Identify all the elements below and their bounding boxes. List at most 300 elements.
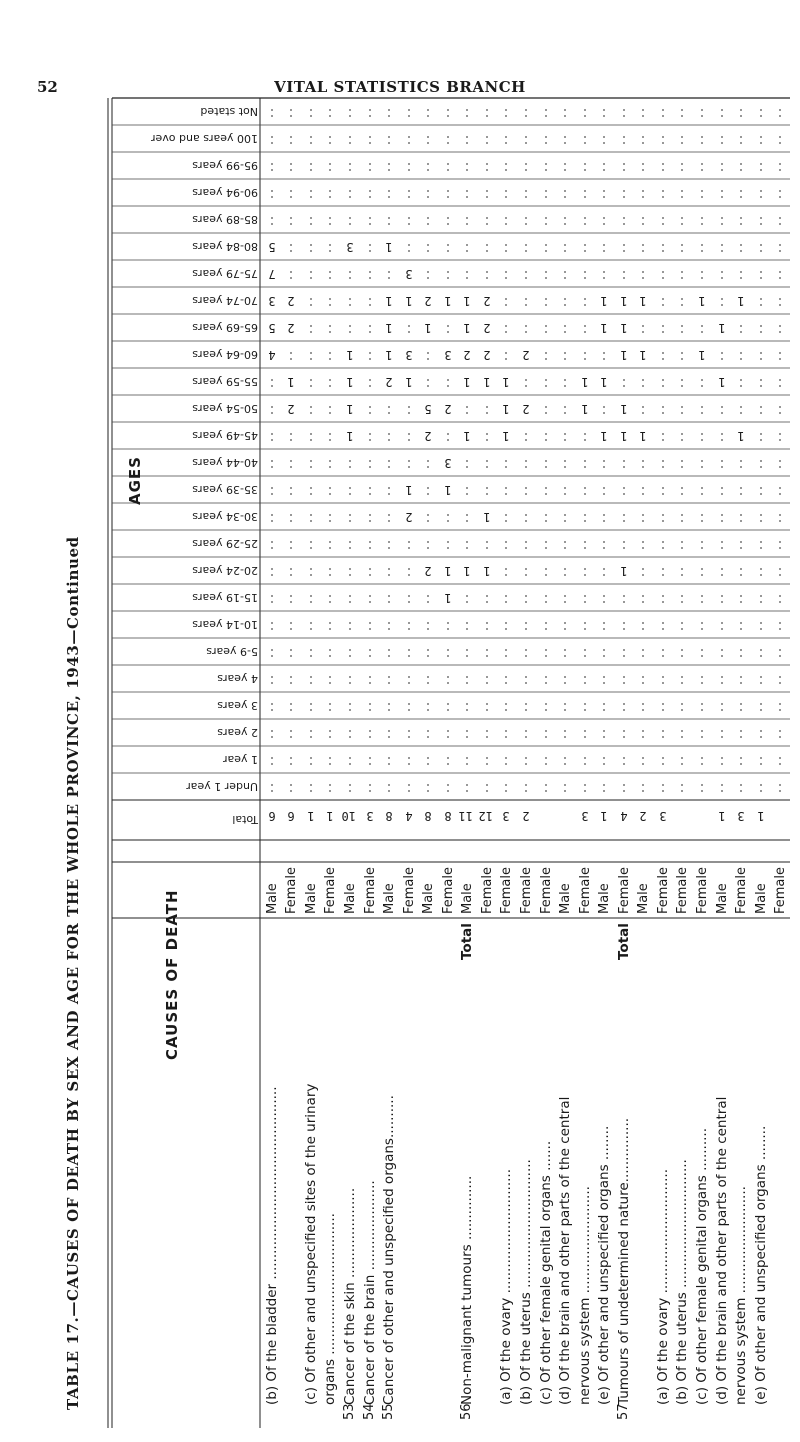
leader-dot <box>271 460 273 462</box>
leader-dot <box>388 190 390 192</box>
leader-dot <box>271 703 273 705</box>
leader-dot <box>623 142 625 144</box>
leader-dot <box>271 163 273 165</box>
age-cell-value: 1 <box>444 590 452 605</box>
leader-dot <box>310 487 312 489</box>
total-value: 6 <box>287 809 295 823</box>
leader-dot <box>701 250 703 252</box>
leader-dot <box>408 601 410 603</box>
leader-dot <box>310 196 312 198</box>
leader-dot <box>408 547 410 549</box>
age-column-header: 25-29 years <box>192 536 258 550</box>
leader-dot <box>721 730 723 732</box>
leader-dot <box>427 784 429 786</box>
leader-dot <box>740 784 742 786</box>
age-column-header: 35-39 years <box>192 482 258 496</box>
leader-dot <box>349 325 351 327</box>
leader-dot <box>721 601 723 603</box>
leader-dot <box>427 682 429 684</box>
leader-dot <box>662 406 664 408</box>
leader-dot <box>721 115 723 117</box>
leader-dot <box>388 601 390 603</box>
leader-dot <box>760 514 762 516</box>
leader-dot <box>369 298 371 300</box>
leader-dot <box>486 649 488 651</box>
leader-dot <box>447 730 449 732</box>
total-value: 1 <box>307 809 315 823</box>
leader-dot <box>760 703 762 705</box>
leader-dot <box>525 784 527 786</box>
leader-dot <box>584 466 586 468</box>
leader-dot <box>369 277 371 279</box>
leader-dot <box>525 493 527 495</box>
leader-dot <box>525 622 527 624</box>
leader-dot <box>623 460 625 462</box>
sex-label: Female <box>538 866 554 914</box>
cause-label: (c) Of other female genital organs .......... <box>694 1127 710 1405</box>
age-cell-value: 1 <box>483 374 491 389</box>
leader-dot <box>369 763 371 765</box>
leader-dot <box>760 115 762 117</box>
age-cell-value: 1 <box>737 293 745 308</box>
leader-dot <box>603 169 605 171</box>
leader-dot <box>603 250 605 252</box>
leader-dot <box>740 169 742 171</box>
age-cell-value: 7 <box>268 266 276 281</box>
leader-dot <box>369 649 371 651</box>
leader-dot <box>486 784 488 786</box>
age-cell-value: 1 <box>385 239 393 254</box>
leader-dot <box>564 298 566 300</box>
leader-dot <box>427 277 429 279</box>
leader-dot <box>701 628 703 630</box>
leader-dot <box>545 217 547 219</box>
leader-dot <box>779 142 781 144</box>
leader-dot <box>584 628 586 630</box>
leader-dot <box>486 250 488 252</box>
leader-dot <box>525 244 527 246</box>
leader-dot <box>760 379 762 381</box>
leader-dot <box>564 514 566 516</box>
leader-dot <box>662 568 664 570</box>
leader-dot <box>408 541 410 543</box>
leader-dot <box>564 655 566 657</box>
leader-dot <box>310 304 312 306</box>
leader-dot <box>388 169 390 171</box>
leader-dot <box>271 790 273 792</box>
leader-dot <box>525 196 527 198</box>
leader-dot <box>662 271 664 273</box>
leader-dot <box>779 520 781 522</box>
leader-dot <box>271 601 273 603</box>
leader-dot <box>427 217 429 219</box>
total-value: 11 <box>458 809 474 823</box>
age-cell-value: 1 <box>698 293 706 308</box>
leader-dot <box>408 595 410 597</box>
leader-dot <box>427 487 429 489</box>
age-cell-value: 1 <box>444 482 452 497</box>
leader-dot <box>310 682 312 684</box>
leader-dot <box>271 628 273 630</box>
leader-dot <box>310 142 312 144</box>
leader-dot <box>584 109 586 111</box>
leader-dot <box>388 487 390 489</box>
leader-dot <box>369 109 371 111</box>
leader-dot <box>525 520 527 522</box>
leader-dot <box>584 709 586 711</box>
age-column-header: 100 years and over <box>151 131 258 145</box>
leader-dot <box>349 331 351 333</box>
leader-dot <box>564 244 566 246</box>
causes-heading: CAUSES OF DEATH <box>163 889 181 1060</box>
leader-dot <box>701 622 703 624</box>
age-cell-value: 2 <box>522 347 530 362</box>
age-cell-value: 1 <box>620 293 628 308</box>
leader-dot <box>349 790 351 792</box>
leader-dot <box>388 217 390 219</box>
leader-dot <box>545 757 547 759</box>
leader-dot <box>603 568 605 570</box>
leader-dot <box>408 784 410 786</box>
leader-dot <box>779 763 781 765</box>
leader-dot <box>447 142 449 144</box>
leader-dot <box>349 466 351 468</box>
age-cell-value: 1 <box>405 482 413 497</box>
leader-dot <box>545 244 547 246</box>
leader-dot <box>369 730 371 732</box>
leader-dot <box>740 109 742 111</box>
leader-dot <box>388 682 390 684</box>
total-value: 1 <box>717 809 726 823</box>
leader-dot <box>584 277 586 279</box>
leader-dot <box>760 736 762 738</box>
leader-dot <box>603 736 605 738</box>
leader-dot <box>564 352 566 354</box>
cause-label: (c) Of other female genital organs ....... <box>537 1140 554 1405</box>
leader-dot <box>623 379 625 381</box>
leader-dot <box>486 541 488 543</box>
leader-dot <box>349 736 351 738</box>
leader-dot <box>740 595 742 597</box>
leader-dot <box>310 223 312 225</box>
leader-dot <box>427 169 429 171</box>
leader-dot <box>584 358 586 360</box>
leader-dot <box>486 790 488 792</box>
leader-dot <box>447 736 449 738</box>
leader-dot <box>349 703 351 705</box>
age-column-header: 50-54 years <box>192 401 258 415</box>
leader-dot <box>388 568 390 570</box>
leader-dot <box>623 223 625 225</box>
leader-dot <box>662 622 664 624</box>
leader-dot <box>310 466 312 468</box>
leader-dot <box>447 244 449 246</box>
leader-dot <box>447 223 449 225</box>
leader-dot <box>623 493 625 495</box>
leader-dot <box>525 304 527 306</box>
leader-dot <box>369 541 371 543</box>
leader-dot <box>701 736 703 738</box>
leader-dot <box>310 250 312 252</box>
leader-dot <box>408 439 410 441</box>
leader-dot <box>603 655 605 657</box>
leader-dot <box>740 331 742 333</box>
leader-dot <box>427 142 429 144</box>
leader-dot <box>388 547 390 549</box>
leader-dot <box>564 406 566 408</box>
age-cell-value: 2 <box>424 428 432 443</box>
leader-dot <box>408 466 410 468</box>
page-number: 52 <box>37 78 58 96</box>
leader-dot <box>564 757 566 759</box>
leader-dot <box>760 223 762 225</box>
leader-dot <box>388 541 390 543</box>
total-value: 1 <box>326 809 335 823</box>
leader-dot <box>564 136 566 138</box>
leader-dot <box>564 703 566 705</box>
leader-dot <box>545 109 547 111</box>
leader-dot <box>721 514 723 516</box>
leader-dot <box>271 514 273 516</box>
leader-dot <box>721 439 723 441</box>
leader-dot <box>584 676 586 678</box>
leader-dot <box>545 466 547 468</box>
leader-dot <box>603 790 605 792</box>
leader-dot <box>760 709 762 711</box>
leader-dot <box>760 790 762 792</box>
leader-dot <box>388 790 390 792</box>
leader-dot <box>721 163 723 165</box>
leader-dot <box>623 271 625 273</box>
leader-dot <box>564 325 566 327</box>
leader-dot <box>779 790 781 792</box>
leader-dot <box>310 298 312 300</box>
leader-dot <box>369 574 371 576</box>
leader-dot <box>349 217 351 219</box>
leader-dot <box>369 385 371 387</box>
leader-dot <box>369 352 371 354</box>
sex-label: Female <box>734 866 750 914</box>
leader-dot <box>623 709 625 711</box>
leader-dot <box>271 385 273 387</box>
total-value: 12 <box>478 809 493 823</box>
leader-dot <box>486 493 488 495</box>
leader-dot <box>760 217 762 219</box>
leader-dot <box>486 169 488 171</box>
leader-dot <box>701 163 703 165</box>
leader-dot <box>486 487 488 489</box>
leader-dot <box>662 763 664 765</box>
leader-dot <box>740 547 742 549</box>
leader-dot <box>545 574 547 576</box>
leader-dot <box>721 574 723 576</box>
leader-dot <box>779 298 781 300</box>
leader-dot <box>369 466 371 468</box>
age-cell-value: 2 <box>424 293 432 308</box>
leader-dot <box>721 541 723 543</box>
leader-dot <box>779 223 781 225</box>
leader-dot <box>447 271 449 273</box>
leader-dot <box>740 217 742 219</box>
leader-dot <box>427 250 429 252</box>
leader-dot <box>584 163 586 165</box>
leader-dot <box>486 709 488 711</box>
leader-dot <box>760 595 762 597</box>
leader-dot <box>721 763 723 765</box>
leader-dot <box>662 649 664 651</box>
table-title: TABLE 17.—CAUSES OF DEATH BY SEX AND AGE FOR THE WHOLE PROVINCE, 1943—Continued <box>64 536 82 1410</box>
leader-dot <box>740 574 742 576</box>
leader-dot <box>545 169 547 171</box>
leader-dot <box>623 730 625 732</box>
leader-dot <box>760 385 762 387</box>
leader-dot <box>760 628 762 630</box>
leader-dot <box>740 514 742 516</box>
leader-dot <box>388 514 390 516</box>
leader-dot <box>740 763 742 765</box>
age-cell-value: 2 <box>287 293 295 308</box>
leader-dot <box>427 730 429 732</box>
leader-dot <box>760 244 762 246</box>
age-cell-value: 1 <box>639 428 647 443</box>
total-column-header: Total <box>232 813 258 826</box>
leader-dot <box>447 325 449 327</box>
leader-dot <box>486 655 488 657</box>
age-column-header: Under 1 year <box>186 779 258 793</box>
leader-dot <box>740 277 742 279</box>
leader-dot <box>271 142 273 144</box>
sex-label: Female <box>675 866 691 914</box>
age-column-header: 45-49 years <box>192 428 258 442</box>
leader-dot <box>662 790 664 792</box>
leader-dot <box>369 433 371 435</box>
leader-dot <box>271 568 273 570</box>
leader-dot <box>779 379 781 381</box>
leader-dot <box>271 439 273 441</box>
leader-dot <box>760 304 762 306</box>
leader-dot <box>584 136 586 138</box>
leader-dot <box>271 682 273 684</box>
leader-dot <box>779 784 781 786</box>
leader-dot <box>369 676 371 678</box>
age-cell-value: 3 <box>346 239 354 254</box>
leader-dot <box>310 271 312 273</box>
leader-dot <box>525 271 527 273</box>
leader-dot <box>623 595 625 597</box>
leader-dot <box>701 466 703 468</box>
age-cell-value: 1 <box>698 347 706 362</box>
leader-dot <box>779 736 781 738</box>
leader-dot <box>388 655 390 657</box>
age-cell-value: 1 <box>639 293 647 308</box>
age-cell-value: 2 <box>287 320 295 335</box>
leader-dot <box>584 655 586 657</box>
leader-dot <box>760 169 762 171</box>
leader-dot <box>545 628 547 630</box>
leader-dot <box>545 439 547 441</box>
leader-dot <box>584 196 586 198</box>
leader-dot <box>486 547 488 549</box>
leader-dot <box>701 493 703 495</box>
leader-dot <box>369 493 371 495</box>
leader-dot <box>408 736 410 738</box>
leader-dot <box>662 595 664 597</box>
leader-dot <box>310 136 312 138</box>
leader-dot <box>369 622 371 624</box>
leader-dot <box>427 460 429 462</box>
leader-dot <box>603 142 605 144</box>
leader-dot <box>662 304 664 306</box>
leader-dot <box>584 649 586 651</box>
leader-dot <box>721 277 723 279</box>
leader-dot <box>584 547 586 549</box>
leader-dot <box>525 757 527 759</box>
leader-dot <box>721 568 723 570</box>
leader-dot <box>388 703 390 705</box>
leader-dot <box>779 460 781 462</box>
leader-dot <box>779 352 781 354</box>
leader-dot <box>603 115 605 117</box>
leader-dot <box>603 709 605 711</box>
leader-dot <box>369 547 371 549</box>
leader-dot <box>779 595 781 597</box>
leader-dot <box>603 763 605 765</box>
leader-dot <box>310 460 312 462</box>
age-cell-value: 1 <box>502 374 511 389</box>
leader-dot <box>310 244 312 246</box>
leader-dot <box>779 514 781 516</box>
age-cell-value: 1 <box>346 401 354 416</box>
leader-dot <box>545 514 547 516</box>
leader-dot <box>369 703 371 705</box>
leader-dot <box>564 547 566 549</box>
leader-dot <box>623 385 625 387</box>
leader-dot <box>310 763 312 765</box>
leader-dot <box>740 460 742 462</box>
leader-dot <box>564 709 566 711</box>
leader-dot <box>388 460 390 462</box>
leader-dot <box>701 790 703 792</box>
leader-dot <box>701 682 703 684</box>
age-cell-value: 1 <box>737 428 745 443</box>
leader-dot <box>564 541 566 543</box>
leader-dot <box>310 379 312 381</box>
leader-dot <box>369 358 371 360</box>
leader-dot <box>447 703 449 705</box>
leader-dot <box>779 676 781 678</box>
leader-dot <box>584 574 586 576</box>
leader-dot <box>603 190 605 192</box>
leader-dot <box>721 136 723 138</box>
leader-dot <box>310 325 312 327</box>
leader-dot <box>486 622 488 624</box>
leader-dot <box>740 757 742 759</box>
leader-dot <box>603 514 605 516</box>
age-column-header: 75-79 years <box>192 266 258 280</box>
leader-dot <box>603 136 605 138</box>
leader-dot <box>349 487 351 489</box>
leader-dot <box>408 136 410 138</box>
leader-dot <box>603 412 605 414</box>
leader-dot <box>740 649 742 651</box>
leader-dot <box>349 136 351 138</box>
sex-label: Male <box>303 883 319 914</box>
leader-dot <box>721 250 723 252</box>
leader-dot <box>427 595 429 597</box>
leader-dot <box>369 223 371 225</box>
leader-dot <box>564 790 566 792</box>
leader-dot <box>271 217 273 219</box>
